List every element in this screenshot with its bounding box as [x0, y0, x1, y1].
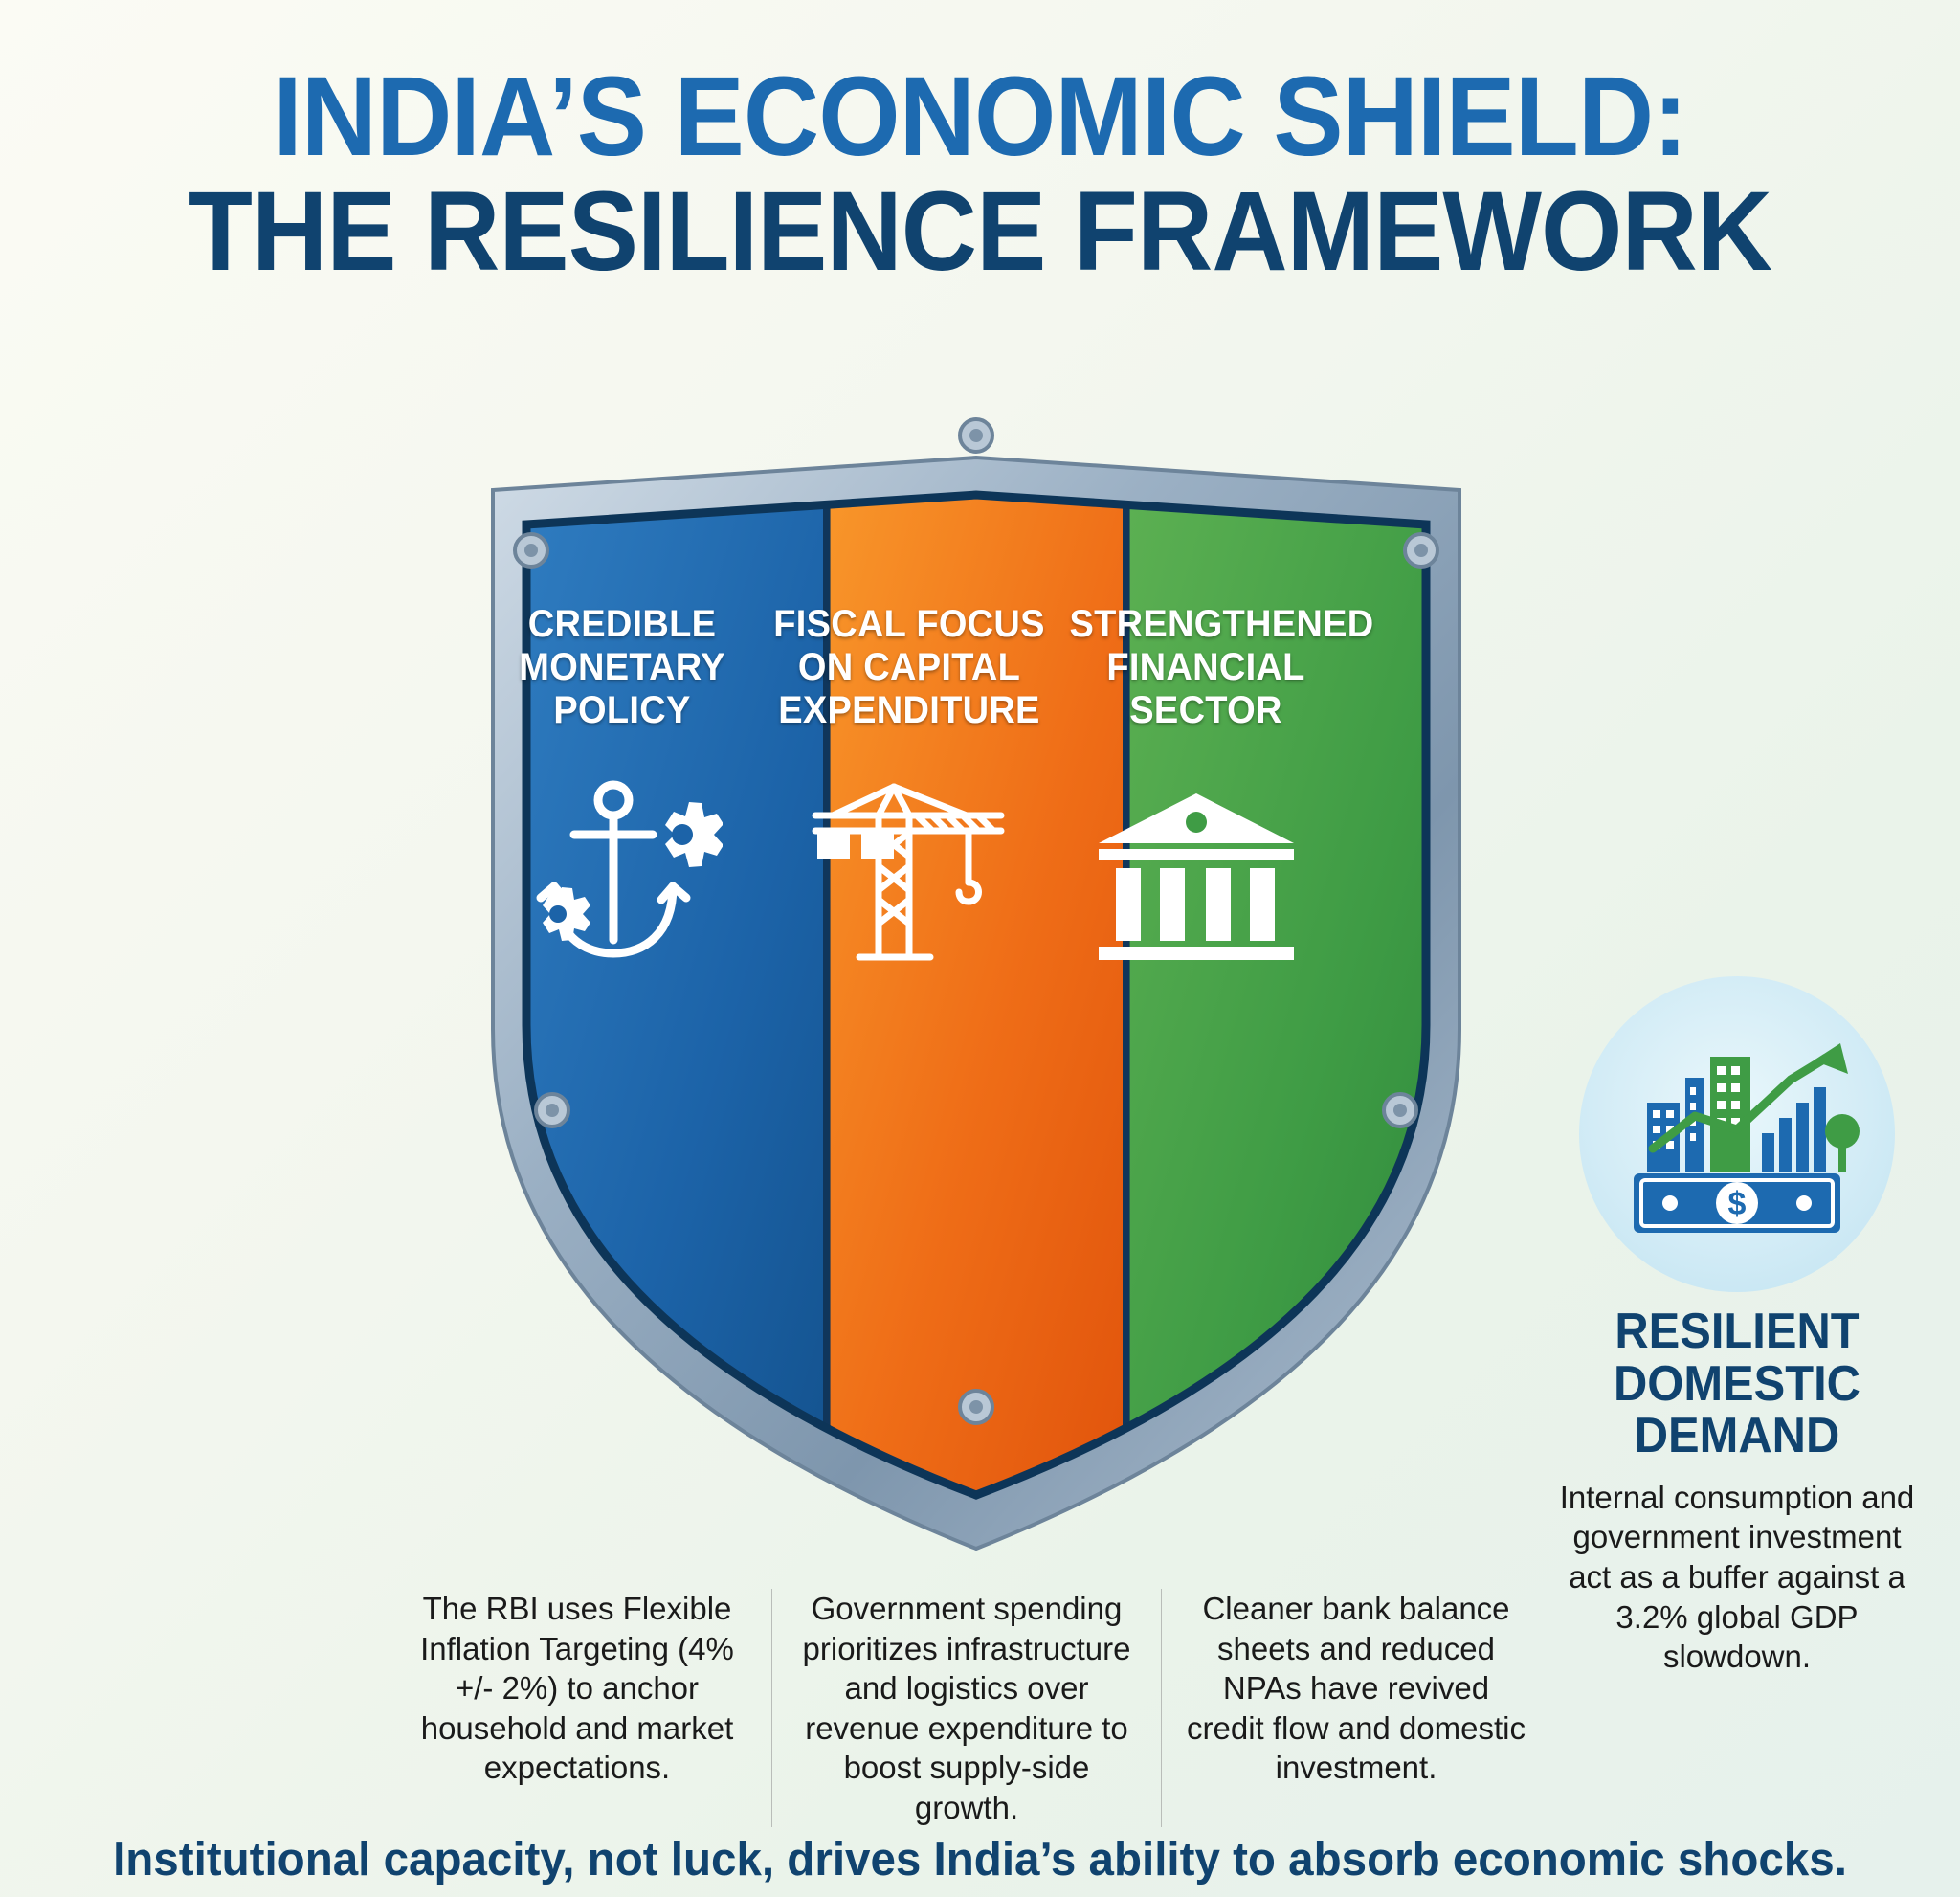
panel-label-line: EXPENDITURE [778, 689, 1040, 732]
pillar-descriptions [383, 1589, 1550, 1827]
panel-label-line: ON CAPITAL [797, 646, 1021, 689]
title-line-secondary: THE RESILIENCE FRAMEWORK [188, 168, 1772, 296]
panel-label-line: POLICY [553, 689, 691, 732]
shield-svg [435, 412, 1517, 1555]
panel-label-line: FINANCIAL [1106, 646, 1305, 689]
footer-tagline: Institutional capacity, not luck, drives India’s ability to absorb economic shocks. [113, 1834, 1847, 1886]
description-monetary-policy: The RBI uses Flexible Inflation Targeting (4% +/- 2%) to anchor household and market expectations. [420, 1591, 734, 1786]
page-title [0, 0, 1960, 296]
panel-label-line: STRENGTHENED [1069, 603, 1374, 645]
bank-building-icon [1081, 773, 1311, 984]
description-financial-sector: Cleaner bank balance sheets and reduced NPAs have revived credit flow and domestic investment. [1161, 1589, 1550, 1827]
anchor-gear-icon [507, 766, 737, 976]
description-capital-expenditure: Government spending prioritizes infrastructure and logistics over revenue expenditure to boost supply-side growth. [771, 1589, 1161, 1827]
panel-label-line: MONETARY [519, 646, 725, 689]
bubble-title-line: DOMESTIC [1613, 1355, 1860, 1412]
panel-label-line: FISCAL FOCUS [773, 603, 1045, 645]
bubble-description: Internal consumption and government investment act as a buffer against a 3.2% global GDP slowdown. [1559, 1479, 1915, 1675]
shield-graphic [435, 412, 1517, 1555]
bubble-title-line: DEMAND [1634, 1408, 1840, 1464]
panel-label-line: CREDIBLE [527, 603, 717, 645]
bubble-title [1562, 1306, 1913, 1462]
bubble-title-line: RESILIENT [1615, 1304, 1860, 1359]
panel-label-line: SECTOR [1129, 689, 1282, 732]
crane-icon [794, 766, 1024, 976]
panel-label-fiscal-focus [773, 603, 1046, 733]
svg-text:$: $ [1727, 1186, 1747, 1222]
panel-label-monetary-policy [490, 603, 754, 733]
resilient-domestic-demand-block [1550, 976, 1924, 1677]
title-line-primary: INDIA’S ECONOMIC SHIELD: [273, 54, 1687, 180]
panel-label-financial-sector [1069, 603, 1374, 733]
growth-chart-money-icon [1579, 976, 1895, 1292]
